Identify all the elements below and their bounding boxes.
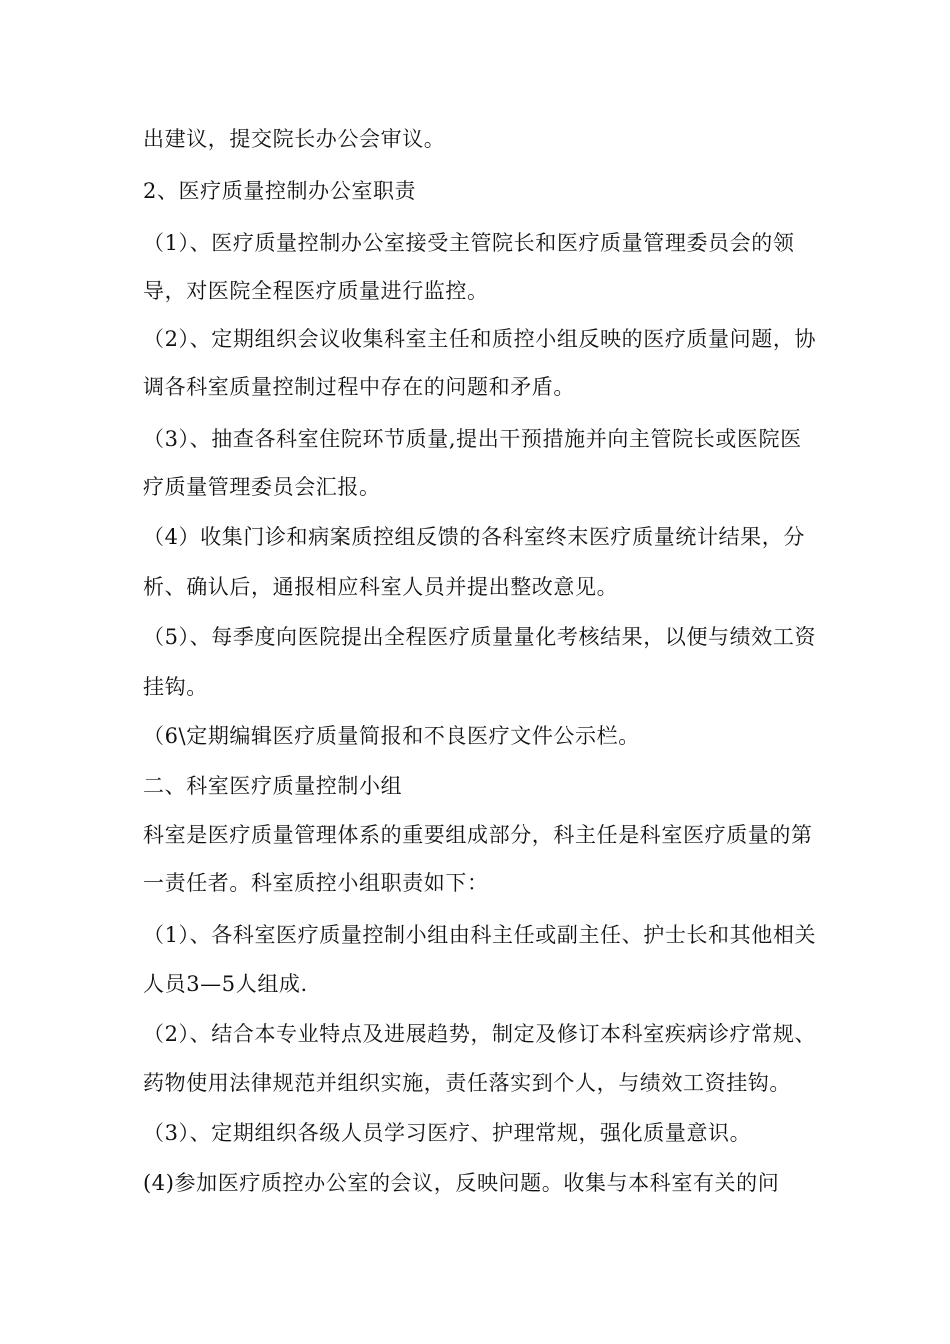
text-line: （3）、抽查各科室住院环节质量,提出干预措施并向主管院长或医院医 [143, 427, 802, 451]
text-line: （2）、定期组织会议收集科室主任和质控小组反映的医疗质量问题，协 [143, 327, 817, 351]
text-line: 出建议，提交院长办公会审议。 [143, 127, 446, 151]
text-line: （1）、医疗质量控制办公室接受主管院长和医疗质量管理委员会的领 [143, 231, 795, 255]
text-line: 析、确认后，通报相应科室人员并提出整改意见。 [143, 575, 619, 599]
text-line: 一责任者。科室质控小组职责如下： [143, 871, 489, 895]
text-line: （3）、定期组织各级人员学习医疗、护理常规，强化质量意识。 [143, 1121, 752, 1145]
section-heading: 2、医疗质量控制办公室职责 [143, 179, 417, 203]
text-line: （5）、每季度向医院提出全程医疗质量量化考核结果，以便与绩效工资 [143, 625, 817, 649]
text-line: （4）收集门诊和病案质控组反馈的各科室终末医疗质量统计结果，分 [143, 525, 805, 549]
text-line: （2）、结合本专业特点及进展趋势，制定及修订本科室疾病诊疗常规、 [143, 1022, 817, 1046]
text-line: 导，对医院全程医疗质量进行监控。 [143, 279, 489, 303]
text-line: （6\定期编辑医疗质量简报和不良医疗文件公示栏。 [143, 724, 640, 748]
text-line: （1）、各科室医疗质量控制小组由科主任或副主任、护士长和其他相关 [143, 923, 817, 947]
text-line: 药物使用法律规范并组织实施，责任落实到个人，与绩效工资挂钩。 [143, 1071, 791, 1095]
text-line: 疗质量管理委员会汇报。 [143, 475, 381, 499]
text-line: 科室是医疗质量管理体系的重要组成部分，科主任是科室医疗质量的第 [143, 823, 813, 847]
text-line: 挂钩。 [143, 675, 208, 699]
text-line: (4)参加医疗质控办公室的会议，反映问题。收集与本科室有关的问 [143, 1171, 780, 1195]
text-line: 人员3—5人组成. [143, 972, 308, 996]
section-heading: 二、科室医疗质量控制小组 [143, 774, 403, 798]
text-line: 调各科室质量控制过程中存在的问题和矛盾。 [143, 375, 575, 399]
